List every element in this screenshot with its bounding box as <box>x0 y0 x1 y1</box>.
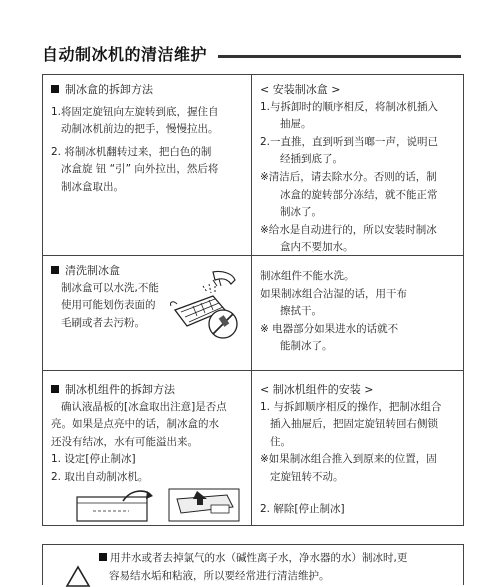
black-square-icon <box>51 85 59 93</box>
remove-unit-section <box>43 371 252 525</box>
remove-tray-line: 冰盒旋 钮 “引” 向外拉出，然后将 <box>61 163 219 176</box>
install-tray-line: ※给水是自动进行的，所以安装时制冰 <box>260 223 437 236</box>
black-square-icon <box>99 553 107 561</box>
notice-box <box>42 544 464 585</box>
wash-note-line: 制冰组件不能水洗。 <box>260 270 355 282</box>
notice-line: 用井水或者去掉氯气的水（碱性离子水，净水器的水）制冰时,更 <box>110 552 408 564</box>
remove-unit-heading: 制冰机组件的拆卸方法 <box>65 383 175 396</box>
remove-tray-line: 动制冰机前边的把手，慢慢拉出。 <box>61 123 219 136</box>
row-wash <box>43 256 463 371</box>
wash-tray-line: 使用可能划伤表面的 <box>61 299 156 312</box>
remove-unit-line: 还没有结冰，水有可能溢出来。 <box>51 435 198 448</box>
remove-unit-line: 亮。如果是点亮中的话，制冰盒的水 <box>51 418 219 431</box>
install-unit-line: 定旋钮转不动。 <box>270 470 344 483</box>
remove-tray-line: 2. 将制冰机翻转过来，把白色的制 <box>51 145 212 158</box>
unit-removal-illustration <box>167 485 241 523</box>
install-tray-line: 经插到底了。 <box>280 153 343 166</box>
install-unit-line: 插入抽屉后，把固定旋钮转回右侧锁住。 <box>270 418 438 448</box>
black-square-icon <box>51 385 59 393</box>
remove-tray-heading: 制冰盒的拆卸方法 <box>65 83 153 96</box>
install-unit-line: 2. 解除[停止制冰] <box>260 502 345 515</box>
install-unit-line: ※如果制冰组合推入到原来的位置，固 <box>260 453 437 466</box>
black-square-icon <box>51 266 59 274</box>
row-unit <box>43 371 463 525</box>
remove-unit-line: 1. 设定[停止制冰] <box>51 453 136 466</box>
remove-unit-line: 确认液晶板的[冰盒取出注意]是否点 <box>61 400 227 413</box>
wash-note-line: 能制冰了。 <box>280 340 333 353</box>
warning-triangle-icon <box>65 565 91 587</box>
install-tray-line: 1.与拆卸时的顺序相反，将制冰机插入 <box>260 100 439 113</box>
install-unit-heading: < 制冰机组件的安装 > <box>260 383 374 396</box>
install-tray-line: 2.一直推，直到听到当啷一声，说明已 <box>260 135 439 148</box>
install-tray-section <box>252 75 463 255</box>
install-tray-line: 盒内不要加水。 <box>280 241 354 254</box>
title-rule <box>218 55 461 58</box>
notice-line: 容易结水垢和粘液，所以要经常进行清洁维护。 <box>109 570 330 582</box>
install-tray-line: 冰盒的旋转部分冻结，就不能正常 <box>280 188 438 201</box>
instruction-grid <box>42 74 464 526</box>
wash-note-line: 擦拭干。 <box>280 305 322 318</box>
remove-tray-line: 制冰盒取出。 <box>61 180 124 193</box>
wash-tray-line: 制冰盒可以水洗,不能 <box>61 281 159 294</box>
wash-note-line: 如果制冰组合沾湿的话，用干布 <box>260 287 407 300</box>
install-tray-line: 抽屉。 <box>280 118 312 131</box>
wash-tray-section <box>43 256 252 370</box>
wash-note-section <box>252 256 463 370</box>
row-tray <box>43 75 463 256</box>
page-title: 自动制冰机的清洁维护 <box>42 45 208 64</box>
remove-tray-section <box>43 75 252 255</box>
wash-note-line: ※ 电器部分如果进水的话就不 <box>260 322 399 335</box>
wash-tray-line: 毛刷或者去污粉。 <box>61 316 145 329</box>
drawer-pull-illustration <box>73 487 163 523</box>
washing-tray-illustration <box>163 266 247 344</box>
install-tray-line: 制冰了。 <box>280 206 322 219</box>
remove-tray-line: 1.将固定旋钮向左旋转到底，握住自 <box>51 105 219 118</box>
wash-tray-heading: 清洗制冰盒 <box>65 264 120 277</box>
install-tray-heading: < 安装制冰盒 > <box>260 83 341 96</box>
install-unit-line: 1. 与拆卸顺序相反的操作，把制冰组合 <box>260 400 442 413</box>
install-unit-section <box>252 371 463 525</box>
remove-unit-line: 2. 取出自动制冰机。 <box>51 470 149 483</box>
install-tray-line: ※清洁后，请去除水分。否则的话，制 <box>260 170 437 183</box>
